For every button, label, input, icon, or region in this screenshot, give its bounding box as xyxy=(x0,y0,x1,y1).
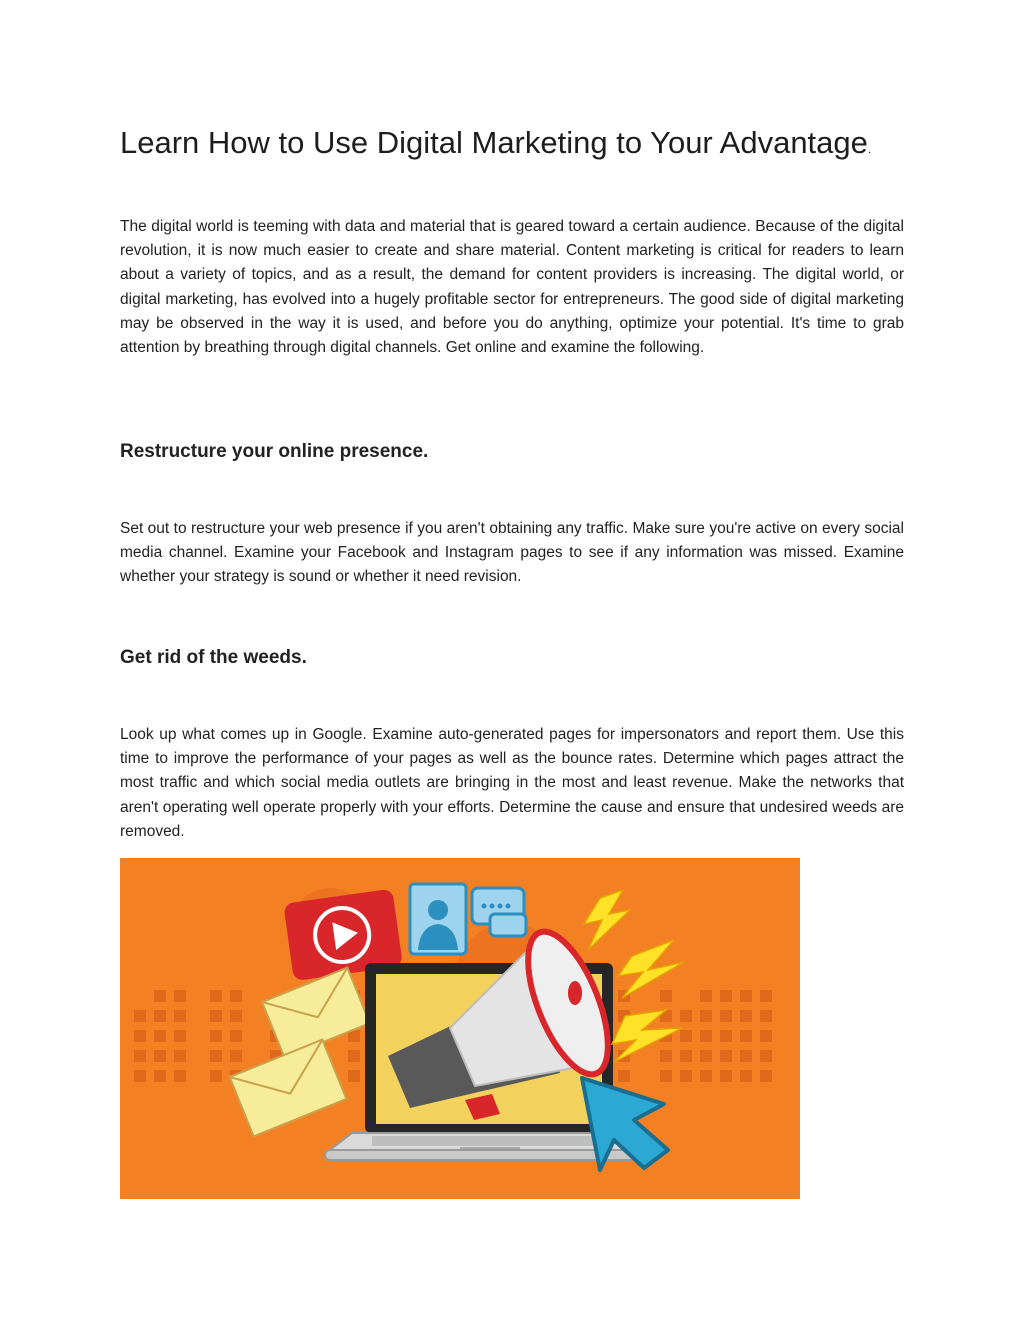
background-square xyxy=(720,1010,732,1022)
title-suffix: . xyxy=(867,142,872,156)
background-square xyxy=(210,1050,222,1062)
background-square xyxy=(230,990,242,1002)
background-square xyxy=(740,1070,752,1082)
background-square xyxy=(230,1050,242,1062)
page-title xyxy=(120,120,910,172)
background-square xyxy=(230,1030,242,1042)
background-square xyxy=(174,1010,186,1022)
background-square xyxy=(230,1010,242,1022)
background-square xyxy=(134,1050,146,1062)
background-square xyxy=(720,990,732,1002)
background-square xyxy=(760,990,772,1002)
background-square xyxy=(134,1010,146,1022)
background-square xyxy=(760,1050,772,1062)
background-square xyxy=(740,1030,752,1042)
background-square xyxy=(760,1010,772,1022)
background-square xyxy=(660,990,672,1002)
section-body-weeds: Look up what comes up in Google. Examine auto-generated pages for impersonators and report them. Use this time to improve the performance of your pages as well as the bounce rates. Determine which pages attract the most traffic and which social media outlets are bringing in the most and least revenue. Make the networks that aren't operating well operate properly with your efforts. Determine the cause and ensure that undesired weeds are removed. xyxy=(120,726,904,840)
background-square xyxy=(700,990,712,1002)
section-heading-restructure: Restructure your online presence. xyxy=(120,441,429,462)
background-square xyxy=(700,1050,712,1062)
section-heading-weeds: Get rid of the weeds. xyxy=(120,647,307,668)
background-square xyxy=(700,1030,712,1042)
background-square xyxy=(348,1050,360,1062)
background-square xyxy=(174,1030,186,1042)
background-square xyxy=(700,1070,712,1082)
background-square xyxy=(134,1070,146,1082)
background-square xyxy=(660,1050,672,1062)
background-square xyxy=(660,1070,672,1082)
background-square xyxy=(210,1030,222,1042)
background-square xyxy=(720,1070,732,1082)
background-square xyxy=(680,1010,692,1022)
background-square xyxy=(720,1030,732,1042)
background-square xyxy=(760,1070,772,1082)
background-square xyxy=(618,1070,630,1082)
intro-paragraph: The digital world is teeming with data and material that is geared toward a certain audience. Because of the digital revolution, it is now much easier to create and share material. Content marketing is critical for readers to learn about a variety of topics, and as a result, the demand for content providers is increasing. The digital world, or digital marketing, has evolved into a hugely profitable sector for entrepreneurs. The good side of digital marketing may be observed in the way it is used, and before you do anything, optimize your potential. It's time to grab attention by breathing through digital channels. Get online and examine the following. xyxy=(120,218,904,357)
background-square xyxy=(760,1030,772,1042)
profile-card-icon xyxy=(410,884,466,954)
background-square xyxy=(740,990,752,1002)
background-square xyxy=(134,1030,146,1042)
digital-marketing-illustration xyxy=(120,858,800,1199)
background-square xyxy=(174,1050,186,1062)
background-square xyxy=(720,1050,732,1062)
background-square xyxy=(680,1030,692,1042)
background-square xyxy=(680,1070,692,1082)
background-square xyxy=(174,1070,186,1082)
background-square xyxy=(700,1010,712,1022)
background-square xyxy=(210,1010,222,1022)
background-square xyxy=(210,1070,222,1082)
background-square xyxy=(210,990,222,1002)
background-square xyxy=(154,990,166,1002)
background-square xyxy=(740,1010,752,1022)
background-square xyxy=(680,1050,692,1062)
section-body-restructure: Set out to restructure your web presence if you aren't obtaining any traffic. Make sure you're active on every social media channel. Examine your Facebook and Instagram pages to see if any information was missed. Examine whether your strategy is sound or whether it need revision. xyxy=(120,520,904,586)
background-square xyxy=(154,1030,166,1042)
background-square xyxy=(740,1050,752,1062)
background-square xyxy=(348,1070,360,1082)
background-square xyxy=(174,990,186,1002)
title-text: Learn How to Use Digital Marketing to Your Advantage xyxy=(120,125,868,160)
background-square xyxy=(154,1070,166,1082)
background-square xyxy=(154,1010,166,1022)
background-square xyxy=(154,1050,166,1062)
